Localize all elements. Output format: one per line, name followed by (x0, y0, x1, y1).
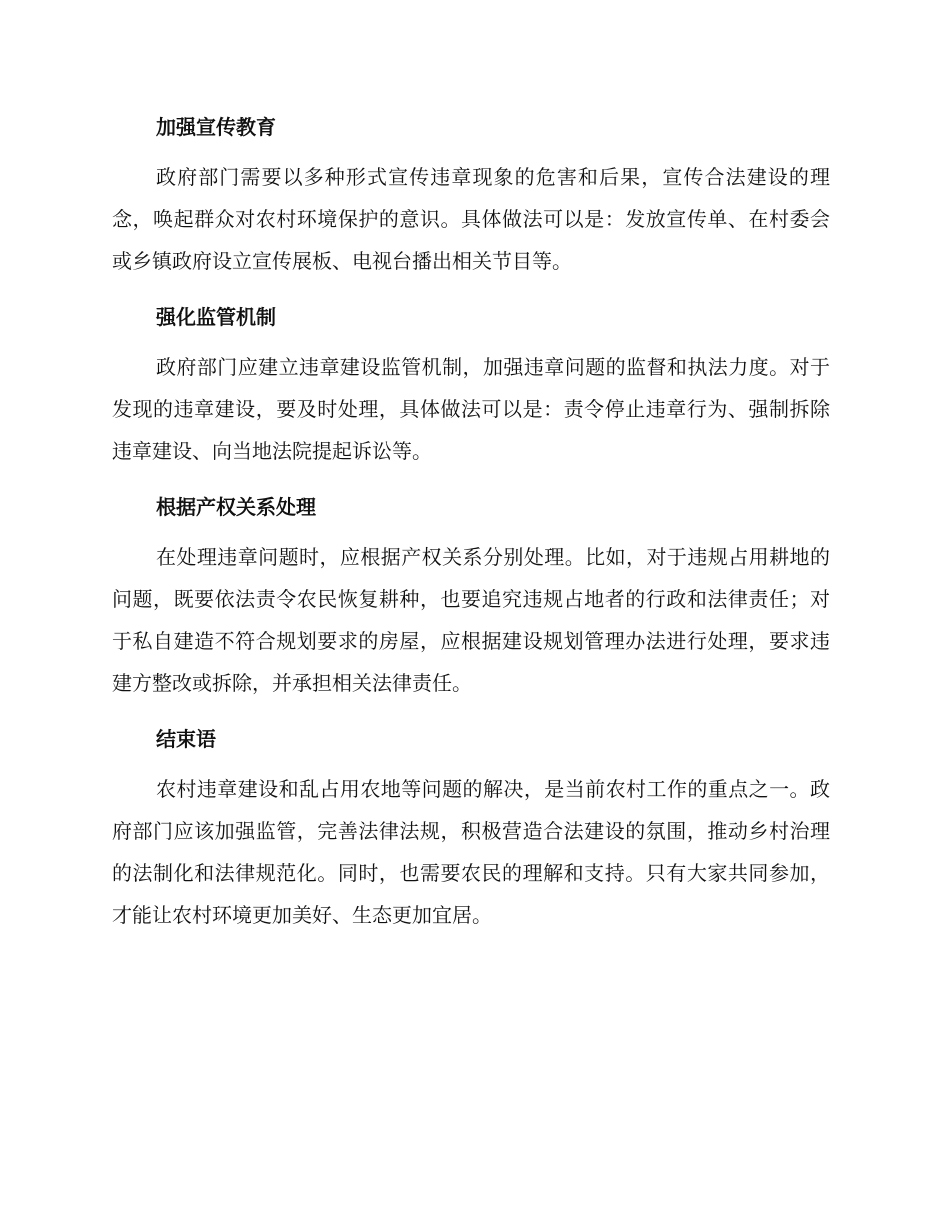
section-paragraph: 政府部门应建立违章建设监管机制，加强违章问题的监督和执法力度。对于发现的违章建设，要及时处理，具体做法可以是：责令停止违章行为、强制拆除违章建设、向当地法院提起诉讼等。 (112, 355, 830, 463)
section-heading: 根据产权关系处理 (156, 495, 316, 519)
section-heading: 加强宣传教育 (156, 115, 276, 139)
section-paragraph: 农村违章建设和乱占用农地等问题的解决，是当前农村工作的重点之一。政府部门应该加强监管，完善法律法规，积极营造合法建设的氛围，推动乡村治理的法制化和法律规范化。同时，也需要农民的理解和支持。只有大家共同参加，才能让农村环境更加美好、生态更加宜居。 (112, 777, 830, 927)
section-heading: 结束语 (156, 727, 216, 751)
section-heading: 强化监管机制 (156, 305, 276, 329)
document-body (112, 110, 830, 936)
section-paragraph: 政府部门需要以多种形式宣传违章现象的危害和后果，宣传合法建设的理念，唤起群众对农村环境保护的意识。具体做法可以是：发放宣传单、在村委会或乡镇政府设立宣传展板、电视台播出相关节目等。 (112, 165, 830, 273)
section-paragraph: 在处理违章问题时，应根据产权关系分别处理。比如，对于违规占用耕地的问题，既要依法责令农民恢复耕种，也要追究违规占地者的行政和法律责任；对于私自建造不符合规划要求的房屋，应根据建设规划管理办法进行处理，要求违建方整改或拆除，并承担相关法律责任。 (112, 545, 830, 695)
